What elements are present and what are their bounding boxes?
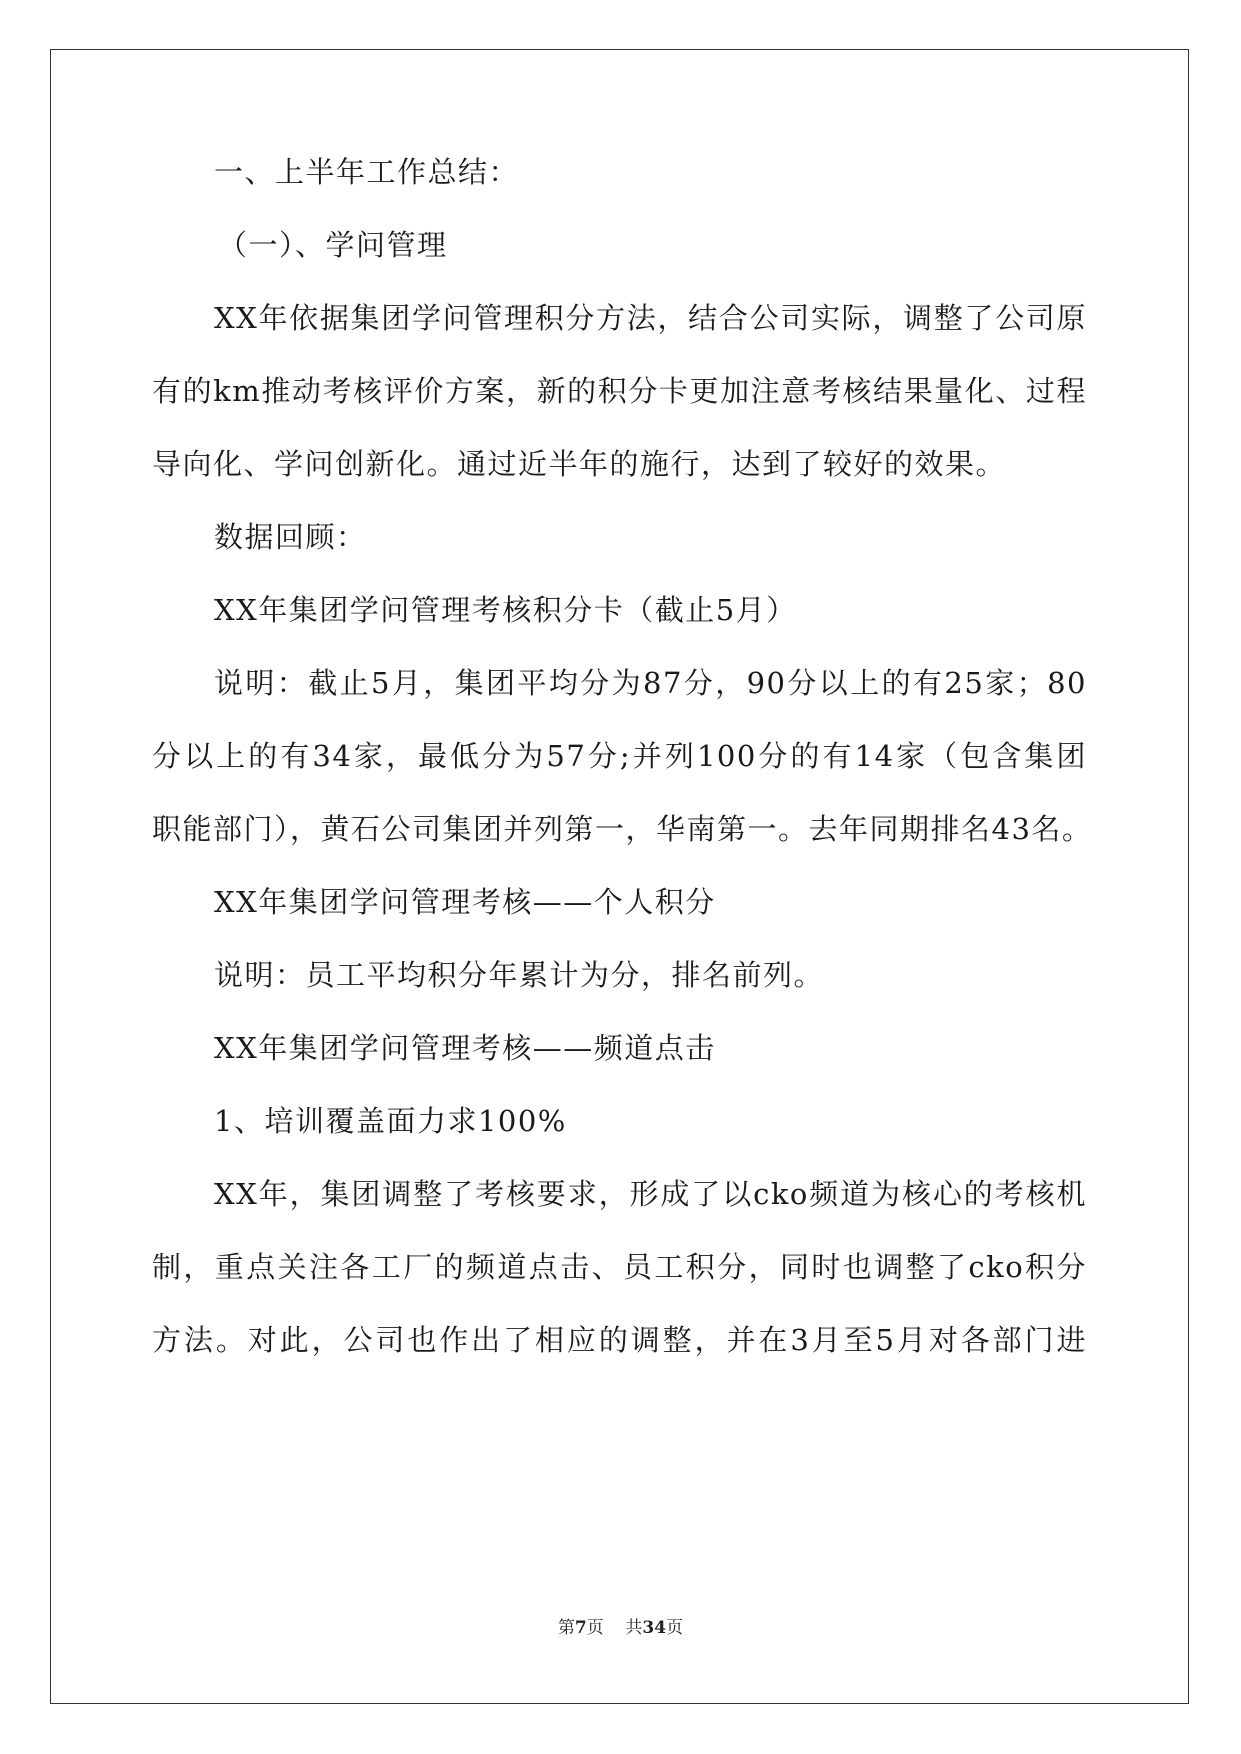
cko-paragraph-line-1: XX年，集团调整了考核要求，形成了以cko频道为核心的考核机 bbox=[214, 1177, 1087, 1211]
cko-paragraph-line-2: 制，重点关注各工厂的频道点击、员工积分，同时也调整了cko积分 bbox=[152, 1250, 1087, 1284]
paragraph-intro-line-2: 有的km推动考核评价方案，新的积分卡更加注意考核结果量化、过程 bbox=[152, 374, 1087, 408]
heading-first-half-summary: 一、上半年工作总结： bbox=[214, 155, 520, 189]
channel-clicks-caption: XX年集团学问管理考核——频道点击 bbox=[214, 1031, 716, 1065]
page-suffix: 页 bbox=[586, 1618, 604, 1638]
scorecard-note-line-1: 说明：截止5月，集团平均分为87分，90分以上的有25家；80 bbox=[214, 666, 1087, 700]
subheading-knowledge-management: （一）、学问管理 bbox=[218, 228, 448, 262]
cko-paragraph-line-3: 方法。对此，公司也作出了相应的调整，并在3月至5月对各部门进 bbox=[152, 1323, 1087, 1357]
page-prefix: 第 bbox=[557, 1618, 575, 1638]
total-suffix: 页 bbox=[666, 1618, 684, 1638]
scorecard-caption: XX年集团学问管理考核积分卡（截止5月） bbox=[214, 593, 797, 627]
paragraph-intro-line-3: 导向化、学问创新化。通过近半年的施行，达到了较好的效果。 bbox=[152, 447, 1007, 481]
scorecard-note-line-2: 分以上的有34家，最低分为57分;并列100分的有14家（包含集团 bbox=[152, 739, 1087, 773]
scorecard-note-line-3: 职能部门），黄石公司集团并列第一，华南第一。去年同期排名43名。 bbox=[152, 812, 1093, 846]
paragraph-intro-line-1: XX年依据集团学问管理积分方法，结合公司实际，调整了公司原 bbox=[214, 301, 1087, 335]
personal-points-caption: XX年集团学问管理考核——个人积分 bbox=[214, 885, 716, 919]
training-coverage-heading: 1、培训覆盖面力求100% bbox=[214, 1104, 567, 1138]
data-review-label: 数据回顾： bbox=[214, 520, 367, 554]
page-number: 7 bbox=[574, 1618, 587, 1638]
personal-points-note: 说明：员工平均积分年累计为分，排名前列。 bbox=[214, 958, 825, 992]
total-pages: 34 bbox=[642, 1618, 667, 1638]
page-footer bbox=[0, 1617, 1241, 1639]
total-prefix: 共 bbox=[625, 1618, 643, 1638]
